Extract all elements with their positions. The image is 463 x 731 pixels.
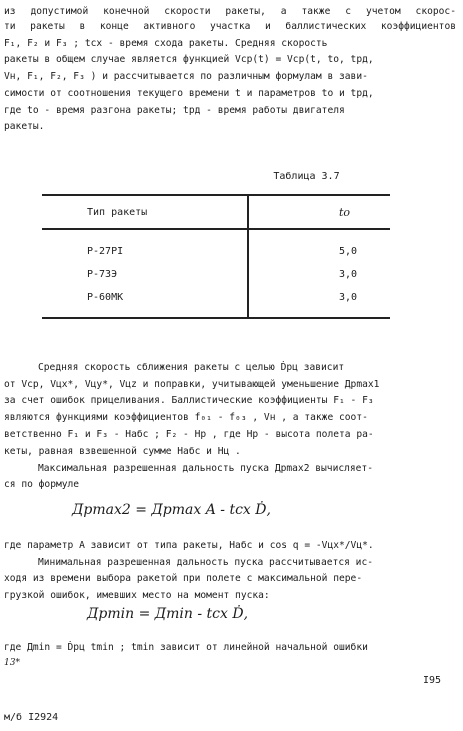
text-line: ти ракеты в конце активного участка и баллистических коэффициентов	[4, 21, 456, 32]
text-line: из допустимой конечной скорости ракеты, а также с учетом скорос-	[4, 6, 456, 17]
header-t0: tо	[248, 195, 390, 229]
formula-max-range: Дрmax2 = Дрmax A - tсх Ḋ,	[72, 502, 271, 518]
table-caption: Таблица 3.7	[273, 171, 340, 182]
cell-missile-type: Р-60МК	[42, 286, 248, 318]
text-line: где параметр А зависит от типа ракеты, Hабс и cos q = -Vцх*/Vц*.	[4, 540, 374, 551]
text-line: ветственно F₁ и F₃ - Hабс ; F₂ - Hр , где Hр - высота полета ра-	[4, 429, 374, 440]
cell-t0: 3,0	[248, 286, 390, 318]
text-line: 13*	[4, 658, 20, 668]
text-line: Средняя скорость сближения ракеты с целью Ḋрц зависит	[38, 362, 345, 373]
text-line: где Дmin = Ḋрц tmin ; tmin зависит от линейной начальной ошибки	[4, 642, 368, 653]
cell-missile-type: Р-73Э	[42, 263, 248, 286]
table-row	[42, 286, 390, 318]
formula-min-range: Дрmin = Дmin - tсх Ḋ,	[87, 606, 249, 622]
table-header-row	[42, 195, 390, 229]
text-line: где tо - время разгона ракеты; tрд - время работы двигателя	[4, 105, 345, 116]
text-line: Максимальная разрешенная дальность пуска Дрmax2 вычисляет-	[38, 463, 374, 474]
text-line: являются функциями коэффициентов f₀₁ - f₀₃ , Vн , а также соот-	[4, 412, 368, 423]
text-line: ходя из времени выбора ракетой при полете с максимальной пере-	[4, 573, 363, 584]
text-line: F₁, F₂ и F₃ ; tсх - время схода ракеты. Средняя скорость	[4, 38, 328, 49]
text-line: ся по формуле	[4, 479, 80, 490]
table-row	[42, 263, 390, 286]
text-line: грузкой ошибок, имевших место на момент пуска:	[4, 590, 270, 601]
missile-table	[42, 194, 390, 319]
text-line: за счет ошибок прицеливания. Баллистические коэффициенты F₁ - F₃	[4, 395, 374, 406]
table-row	[42, 229, 390, 263]
footer-note: м/б I2924	[4, 712, 59, 723]
cell-missile-type: Р-27РI	[42, 229, 248, 263]
text-line: симости от соотношения текущего времени t и параметров tо и tрд,	[4, 88, 374, 99]
text-line: от Vср, Vцх*, Vцу*, Vцz и поправки, учитывающей уменьшение Дрmax1	[4, 379, 380, 390]
cell-t0: 5,0	[339, 246, 358, 257]
text-line: Минимальная разрешенная дальность пуска рассчитывается ис-	[38, 557, 374, 568]
text-line: кеты, равная взвешенной сумме Hабс и Hц .	[4, 446, 241, 457]
text-line: ракеты.	[4, 121, 45, 132]
page-number: I95	[423, 675, 442, 686]
text-line: ракеты в общем случае является функцией Vср(t) = Vср(t, tо, tрд,	[4, 54, 374, 65]
cell-t0: 3,0	[339, 269, 358, 280]
text-line: Vн, F₁, F₂, F₃ ) и рассчитывается по различным формулам в зави-	[4, 71, 368, 82]
header-missile-type: Тип ракеты	[42, 195, 248, 229]
